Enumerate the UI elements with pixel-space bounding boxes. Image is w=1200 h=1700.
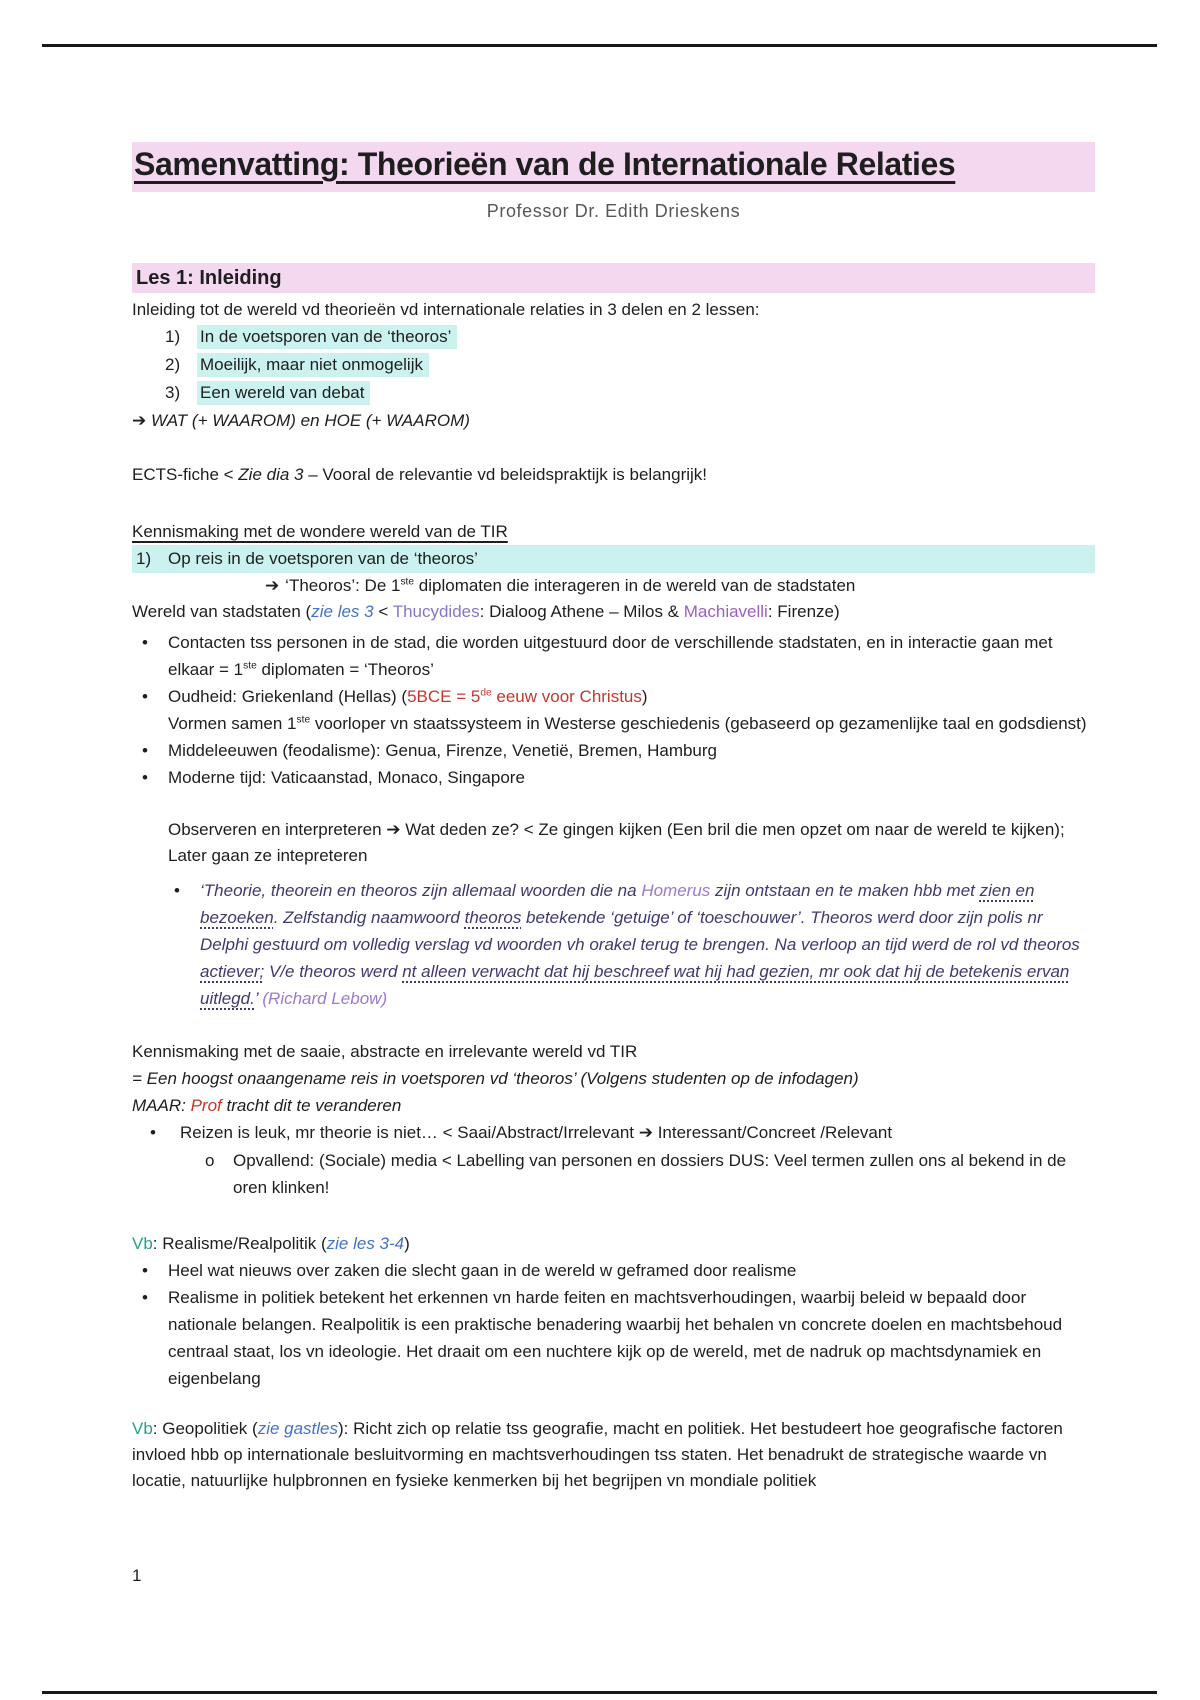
- text-segment: Moderne tijd: Vaticaanstad, Monaco, Singapore: [168, 768, 525, 787]
- bullet-realisme: [132, 1284, 1095, 1392]
- les1-item-2: [132, 351, 1095, 379]
- text-segment: ): [404, 1234, 410, 1253]
- bullet-text: [168, 768, 525, 787]
- bullet-text: [168, 741, 717, 760]
- ects-line: [132, 462, 1095, 488]
- text-segment: V/e theoros werd: [264, 962, 403, 981]
- page-number: 1: [132, 1566, 142, 1585]
- text-segment: diplomaten die interageren in de wereld van de stadstaten: [414, 576, 856, 595]
- bullet-text: [168, 633, 1053, 679]
- text-segment: 5BCE = 5: [407, 687, 481, 706]
- text-segment: <: [373, 602, 393, 621]
- text-segment: ): Richt zich op relatie tss geografie, macht en politiek. Het bestudeert hoe geografische factoren invloed hbb op internationale besluitvorming en machtsverhoudingen tss staten. Het benadrukt de strategische waarde vn locatie, natuurlijke hulpbronnen en fysieke kenmerken bij het begrijpen vn mondiale politiek: [132, 1419, 1063, 1490]
- text-segment: Wat deden ze? < Ze gingen kijken (Een bril die men opzet om naar de wereld te kijken); Later gaan ze intepreteren: [168, 820, 1065, 865]
- maar-line: [132, 1092, 1095, 1119]
- text-segment: – Vooral de relevantie vd beleidspraktijk is belangrijk!: [303, 465, 708, 484]
- text-segment: Prof: [190, 1096, 222, 1115]
- text-segment: tracht dit te veranderen: [221, 1096, 402, 1115]
- text-segment: Thucydides: [392, 602, 480, 621]
- text-segment: ste: [400, 576, 415, 588]
- vb-realisme-block: [132, 1230, 1095, 1392]
- text-segment: zijn ontstaan en te maken hbb met: [710, 881, 980, 900]
- text-segment: : Realisme/Realpolitik (: [152, 1234, 327, 1253]
- text-segment: ‘Theoros’: De 1: [285, 576, 401, 595]
- arrow-icon: ➔: [386, 820, 401, 840]
- highlighted-text: In de voetsporen van de ‘theoros’: [197, 325, 457, 349]
- section2-subtitle: = Een hoogst onaangename reis in voetsporen vd ‘theoros’ (Volgens studenten op de infodagen): [132, 1069, 859, 1088]
- bullet-moderne-tijd: [132, 764, 1095, 791]
- top-rule: [42, 44, 1157, 47]
- text-segment: Realisme in politiek betekent het erkennen vn harde feiten en machtsverhoudingen, waarbij beleid w bepaald door nationale belangen. Realpolitik is een praktische benadering waarbij het behalen vn concrete doelen en machtsbehoud centraal staat, los vn ideologie. Het draait om een nuchtere kijk op de wereld, met de nadruk op machtsdynamiek en eigenbelang: [168, 1288, 1063, 1388]
- text-segment: voorloper vn staatssysteem in Westerse geschiedenis (gebaseerd op gezamenlijke taal en godsdienst): [310, 714, 1087, 733]
- les1-intro: Inleiding tot de wereld vd theorieën vd internationale relaties in 3 delen en 2 lessen:: [132, 300, 760, 319]
- wat-hoe-line: [132, 408, 1095, 434]
- section1-bar-text: Op reis in de voetsporen van de ‘theoros’: [168, 549, 478, 568]
- text-segment: Homerus: [641, 881, 711, 900]
- text-segment: betekende ‘getuige’ of ‘toeschouwer’. Theoros werd door zijn polis nr Delphi gestuurd om volledig verslag vd woorden vh orakel terug te brengen. Na verloop an tijd werd de rol vd theoros: [200, 908, 1080, 954]
- text-segment: Wereld van stadstaten (: [132, 602, 312, 621]
- circle-bullet-icon: o: [205, 1151, 215, 1170]
- bullet-icon: •: [174, 881, 180, 900]
- bullet-icon: •: [150, 1123, 156, 1142]
- text-segment: eeuw voor Christus: [491, 687, 642, 706]
- bullet-oudheid: [132, 683, 1095, 737]
- arrow-icon: ➔: [265, 576, 286, 596]
- vb-geopolitiek-paragraph: [132, 1416, 1095, 1494]
- text-segment: Opvallend: (Sociale) media < Labelling van personen en dossiers DUS: Veel termen zullen ons al bekend in de oren klinken!: [233, 1151, 1067, 1197]
- section1-heading: Kennismaking met de wondere wereld van de TIR: [132, 522, 508, 541]
- bullet-icon: •: [142, 1288, 148, 1307]
- text-segment: Vormen samen 1: [168, 714, 297, 733]
- highlighted-text: Moeilijk, maar niet onmogelijk: [197, 353, 429, 377]
- theoros-quote: [132, 877, 1095, 1012]
- document-content: [132, 142, 1095, 1494]
- bullet-contacten: [132, 629, 1095, 683]
- bottom-rule: [42, 1691, 1157, 1694]
- sub-bullet-opvallend: [132, 1147, 1095, 1201]
- text-segment: Vb: [132, 1234, 153, 1253]
- wereld-stadstaten-line: [132, 599, 1095, 625]
- theoros-definition: [132, 573, 1095, 599]
- arrow-icon: ➔: [132, 411, 147, 431]
- bullet-continuation: [168, 710, 1095, 737]
- les1-heading: Les 1: Inleiding: [132, 263, 1095, 293]
- text-segment: : Dialoog Athene – Milos &: [479, 602, 684, 621]
- text-segment: Zie dia 3: [238, 465, 304, 484]
- text-segment: (Richard Lebow): [262, 989, 388, 1008]
- text-segment: . Zelfstandig naamwoord: [273, 908, 465, 927]
- author-subtitle: Professor Dr. Edith Drieskens: [486, 201, 741, 221]
- text-segment: zie les 3: [311, 602, 374, 621]
- text-segment: Interessant/Concreet /Relevant: [652, 1123, 893, 1142]
- text-segment: ’: [254, 989, 263, 1008]
- bullet-text: [168, 1261, 796, 1280]
- text-segment: ste: [296, 714, 311, 726]
- text-segment: zien en bezoeken: [200, 881, 1035, 927]
- bullet-text: [180, 1123, 892, 1142]
- text-segment: diplomaten = ‘Theoros’: [256, 660, 434, 679]
- text-segment: zie les 3-4: [326, 1234, 405, 1253]
- bullet-icon: •: [142, 687, 148, 706]
- quote-text: [200, 881, 1080, 1008]
- bullet-icon: •: [142, 768, 148, 787]
- section2-heading: Kennismaking met de saaie, abstracte en irrelevante wereld vd TIR: [132, 1042, 638, 1061]
- text-segment: : Geopolitiek (: [152, 1419, 258, 1438]
- text-segment: Heel wat nieuws over zaken die slecht gaan in de wereld w geframed door realisme: [168, 1261, 797, 1280]
- text-segment: nt alleen verwacht dat hij beschreef wat hij had gezien, mr ook dat hij de betekenis ervan uitlegd.: [200, 962, 1070, 1008]
- list-number: 1): [136, 549, 152, 568]
- bullet-icon: •: [142, 633, 148, 652]
- text-segment: Contacten tss personen in de stad, die worden uitgestuurd door de verschillende stadstaten, en in interactie gaan met elkaar = 1: [168, 633, 1053, 679]
- list-number: 3): [165, 383, 181, 402]
- les1-item-1: [132, 323, 1095, 351]
- text-segment: ste: [243, 660, 257, 672]
- bullet-reizen: [132, 1119, 1095, 1147]
- bullet-middeleeuwen: [132, 737, 1095, 764]
- text-segment: Middeleeuwen (feodalisme): Genua, Firenze, Venetië, Bremen, Hamburg: [168, 741, 718, 760]
- vb-realisme-heading: [132, 1230, 1095, 1257]
- bullet-text: [168, 683, 1095, 710]
- text-segment: Observeren en interpreteren: [168, 820, 387, 839]
- text-segment: theoros: [464, 908, 522, 927]
- observeren-paragraph: [132, 817, 1095, 869]
- section1-bar: [132, 545, 1095, 573]
- text-segment: Oudheid: Griekenland (Hellas) (: [168, 687, 408, 706]
- text-segment: MAAR:: [132, 1096, 191, 1115]
- bullet-icon: •: [142, 741, 148, 760]
- highlighted-text: Een wereld van debat: [197, 381, 370, 405]
- bullet-text: [168, 1288, 1062, 1388]
- arrow-icon: ➔: [638, 1123, 653, 1143]
- bullet-icon: •: [142, 1261, 148, 1280]
- text-segment: Vb: [132, 1419, 153, 1438]
- text-segment: Reizen is leuk, mr theorie is niet… < Saai/Abstract/Irrelevant: [180, 1123, 639, 1142]
- sub-bullet-text: [233, 1151, 1066, 1197]
- page-title: [132, 142, 1095, 192]
- text-segment: ECTS-fiche <: [132, 465, 239, 484]
- text-segment: zie gastles: [257, 1419, 339, 1438]
- list-number: 2): [165, 355, 181, 374]
- text-segment: ): [641, 687, 648, 706]
- section2: [132, 1038, 1095, 1201]
- text-segment: de: [480, 687, 492, 699]
- text-segment: actiever;: [200, 962, 265, 981]
- page-title-text: Samenvatting: Theorieën van de Internationale Relaties: [134, 146, 956, 182]
- text-segment: : Firenze): [767, 602, 840, 621]
- wat-hoe-text: WAT (+ WAAROM) en HOE (+ WAAROM): [150, 411, 470, 430]
- text-segment: Machiavelli: [683, 602, 768, 621]
- list-number: 1): [165, 327, 181, 346]
- text-segment: ‘Theorie, theorein en theoros zijn allemaal woorden die na: [200, 881, 642, 900]
- les1-item-3: [132, 379, 1095, 407]
- bullet-heel-wat: [132, 1257, 1095, 1284]
